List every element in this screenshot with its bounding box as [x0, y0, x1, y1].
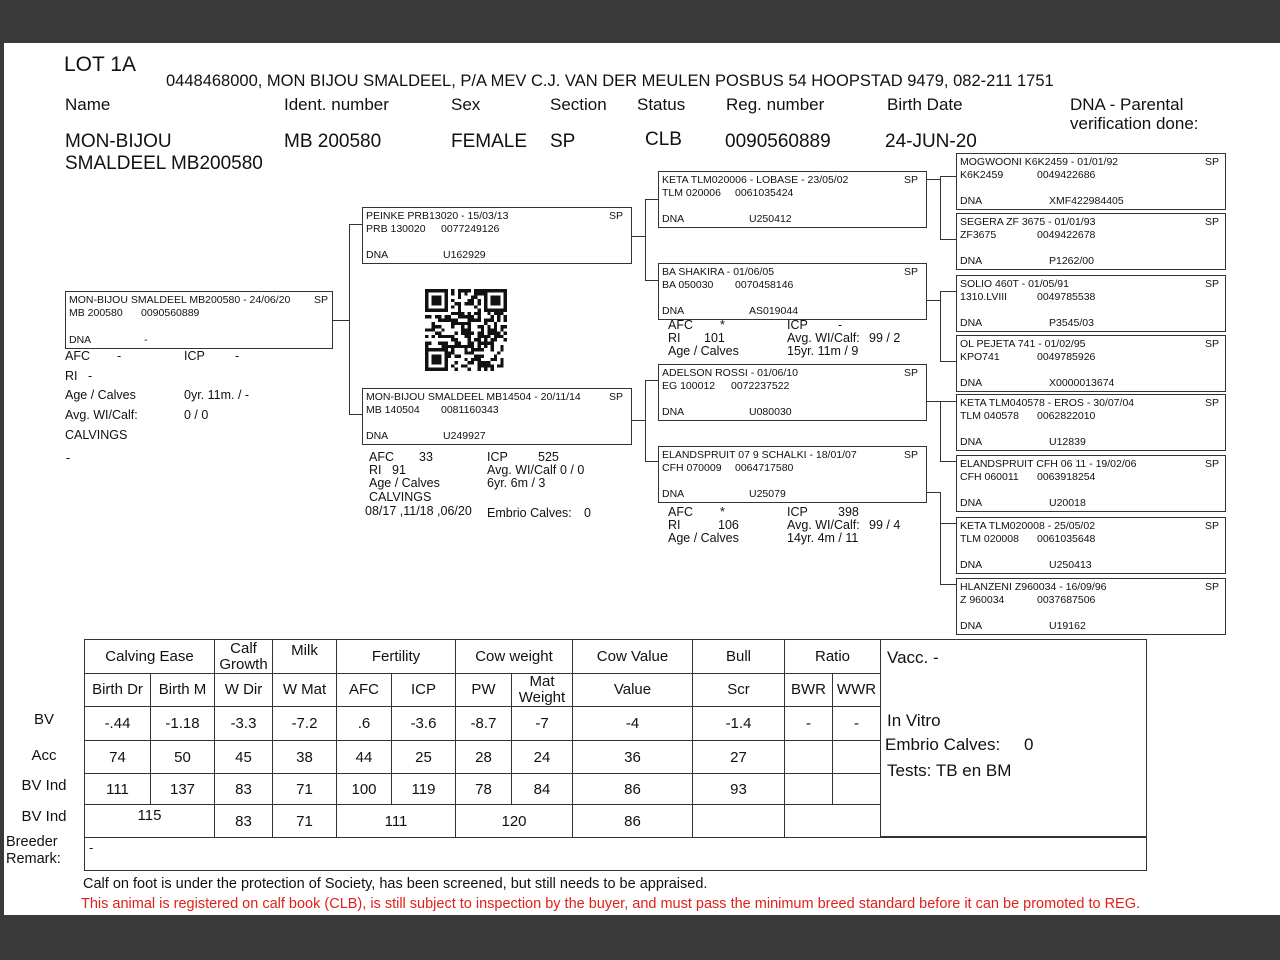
header-section: Section	[550, 95, 607, 114]
table-cell: 36	[573, 741, 693, 774]
table-cell: -1.4	[693, 707, 785, 741]
table-cell: -4	[573, 707, 693, 741]
animal-status: CLB	[645, 129, 682, 150]
table-cell: Birth Dr	[85, 674, 151, 707]
dam-sire-box: ADELSON ROSSI - 01/06/10 SP EG 100012 0072237522 DNA U080030	[658, 364, 927, 421]
header-sex: Sex	[451, 95, 481, 114]
table-cell: ICP	[392, 674, 456, 707]
table-cell: -3.3	[215, 707, 273, 741]
table-cell: 93	[693, 774, 785, 805]
table-cell: WWR	[833, 674, 881, 707]
sire-box: PEINKE PRB13020 - 15/03/13 SP PRB 130020 0077249126 DNA U162929	[362, 207, 632, 264]
table-cell: -	[785, 707, 833, 741]
table-cell: Mat Weight	[512, 674, 573, 707]
great-grandparent-box: HLANZENI Z960034 - 16/09/96 SP Z 960034 0037687506 DNA U19162	[956, 578, 1226, 635]
table-column-row	[85, 674, 881, 707]
table-cell: 44	[337, 741, 392, 774]
table-cell: -7.2	[273, 707, 337, 741]
table-cell	[833, 741, 881, 774]
vaccination-panel: Vacc. - In Vitro Embrio Calves: 0 Tests: TB en BM	[880, 639, 1147, 837]
table-cell: 24	[512, 741, 573, 774]
header-dna: DNA - Parental verification done:	[1070, 95, 1199, 133]
table-cell: 45	[215, 741, 273, 774]
animal-name: MON-BIJOU SMALDEEL MB200580	[65, 131, 263, 174]
animal-reg: 0090560889	[725, 131, 831, 152]
table-cell: 28	[456, 741, 512, 774]
great-grandparent-box: KETA TLM020008 - 25/05/02 SP TLM 020008 0061035648 DNA U250413	[956, 517, 1226, 574]
table-cell: -1.18	[151, 707, 215, 741]
table-cell: 71	[273, 774, 337, 805]
table-cell: 100	[337, 774, 392, 805]
table-row-bv	[85, 707, 881, 741]
table-cell: 86	[573, 774, 693, 805]
lot-number: LOT 1A	[64, 53, 136, 76]
table-cell	[833, 774, 881, 805]
header-ident: Ident. number	[284, 95, 389, 114]
sire-dam-box: BA SHAKIRA - 01/06/05 SP BA 050030 0070458146 DNA AS019044	[658, 263, 927, 320]
certificate-page: LOT 1A 0448468000, MON BIJOU SMALDEEL, P/A MEV C.J. VAN DER MEULEN POSBUS 54 HOOPSTAD 9479, 082-211 1751 Name Ident. number Sex Section Status Reg. number Birth Date DNA - Parental verification done: MON-BIJOU SMALDEEL MB200580 MB 200580 FEMALE SP CLB 0090560889 24-JUN-20 MON-BIJOU SMALDEEL MB200580 - 24/06/20 SP MB 200580 0090560889 DNA - AFC - ICP - RI - Age / Calves 0yr. 11m. / - Avg. WI/Calf: 0 / 0 CALVINGS - PEINKE PRB13020 - 15/03/13 SP PRB 130020 0077249126 DNA U162929 MON-BIJOU SMALDEEL MB14504 - 20/11/14 SP MB 140504 0081160343 DNA U249927 AFC 33 ICP 525 RI 91 Avg. WI/Calf 0 / 0 Age / Calves 6yr. 6m / 3 CALVINGS 08/17 ,11/18 ,06/20 Embrio Calves: 0 KETA TLM020006 - LOBASE - 23/05/02 SP TLM 020006 0061035424 DNA U250412 BA SHAKIRA - 01/06/05 SP BA 050030 0070458146 DNA AS019044 AFC * ICP - RI 101 Avg. WI/Calf: 99 / 2 Age / Calves 15yr. 11m / 9 ADELSON ROSSI - 01/06/10 SP EG 100012 0072237522 DNA U080030 ELANDSPRUIT 07 9 SCHALKI - 18/01/07 SP CFH 070009 0064717580 DNA U25079 AFC * ICP 398 RI 106 Avg. WI/Calf: 99 / 4 Age / Calves 14yr. 4m / 11 MOGWOONI K6K2459 - 01/01/92 SP K6K2459 0049422686 DNA XMF422984405 SEGERA ZF 3675 - 01/01/93 SP ZF3675 0049422678 DNA P1262/00 SOLIO 460T - 01/05/91 SP 1310.LVIII 0049785538 DNA P3545/03 OL PEJETA 741 - 01/02/95 SP KPO741 0049785926 DNA X0000013674 KETA TLM040578 - EROS - 30/07/04 SP TLM 040578 0062822010 DNA U12839 ELANDSPRUIT CFH 06 11 - 19/02/06 SP CFH 060011 0063918254 DNA U20018 KETA TLM020008 - 25/05/02 SP TLM 020008 0061035648 DNA U250413 HLANZENI Z960034 - 16/09/96 SP Z 960034 0037687506 DNA U19162 BV Acc BV Ind BV Ind Calving Ease Calf Growth Milk Fertility Cow weight Cow Value Bull Ratio Birth Dr Birth M W Dir W Mat AFC ICP PW Mat Weight Value Scr BWR WWR -.44 -1.18 -3.3 -7.2 .6 -3.6 -8.7 -7 -4 -1.4 - - 74 50 45 38 44 25 28 24 36 27 111 137 83 71 100 119 78 84 86 93 115 83 71 111 120 86 Vacc. - In Vitro Embrio Calves: 0 Tests: TB en BM Breeder Remark: - Calf on foot is under the protection of Society, has been screened, but still needs to be appraised. This animal is registered on calf book (CLB), is still subject to inspection by the buyer, and must pass the minimum breed standard before it can be promoted to REG.	[4, 43, 1280, 915]
great-grandparent-box: SOLIO 460T - 01/05/91 SP 1310.LVIII 0049785538 DNA P3545/03	[956, 275, 1226, 332]
table-cell: 84	[512, 774, 573, 805]
great-grandparent-box: ELANDSPRUIT CFH 06 11 - 19/02/06 SP CFH 060011 0063918254 DNA U20018	[956, 455, 1226, 512]
footer-note: Calf on foot is under the protection of Society, has been screened, but still needs to be appraised.	[83, 876, 708, 892]
subject-box: MON-BIJOU SMALDEEL MB200580 - 24/06/20 SP MB 200580 0090560889 DNA -	[65, 291, 333, 349]
table-group-row: Calving Ease Calf Growth Milk Fertility Cow weight Cow Value Bull Ratio	[85, 640, 881, 674]
table-cell: 119	[392, 774, 456, 805]
great-grandparent-box: SEGERA ZF 3675 - 01/01/93 SP ZF3675 0049422678 DNA P1262/00	[956, 213, 1226, 270]
table-cell: Scr	[693, 674, 785, 707]
animal-section: SP	[550, 131, 576, 152]
great-grandparent-box: MOGWOONI K6K2459 - 01/01/92 SP K6K2459 0049422686 DNA XMF422984405	[956, 153, 1226, 210]
table-cell: 50	[151, 741, 215, 774]
table-row-acc	[85, 741, 881, 774]
table-cell: 27	[693, 741, 785, 774]
table-cell: 137	[151, 774, 215, 805]
table-cell: W Dir	[215, 674, 273, 707]
table-cell: -3.6	[392, 707, 456, 741]
table-cell: -	[833, 707, 881, 741]
table-cell: 25	[392, 741, 456, 774]
table-cell: BWR	[785, 674, 833, 707]
table-cell: -8.7	[456, 707, 512, 741]
table-cell: Value	[573, 674, 693, 707]
table-cell: Birth M	[151, 674, 215, 707]
table-row-bv-ind	[85, 774, 881, 805]
table-cell: PW	[456, 674, 512, 707]
header-name: Name	[65, 95, 111, 114]
remark-label: Breeder Remark:	[6, 834, 61, 867]
qr-code-icon	[422, 289, 510, 371]
table-row-bv-ind-group: 115 83 71 111 120 86	[85, 805, 881, 838]
animal-sex: FEMALE	[451, 131, 528, 152]
breeding-values-table	[84, 639, 881, 838]
sire-sire-box: KETA TLM020006 - LOBASE - 23/05/02 SP TLM 020006 0061035424 DNA U250412	[658, 171, 927, 228]
table-cell: -7	[512, 707, 573, 741]
header-reg: Reg. number	[726, 95, 825, 114]
table-cell	[785, 774, 833, 805]
table-cell: 83	[215, 774, 273, 805]
animal-ident: MB 200580	[284, 131, 382, 152]
table-cell: 78	[456, 774, 512, 805]
table-cell: W Mat	[273, 674, 337, 707]
dam-box: MON-BIJOU SMALDEEL MB14504 - 20/11/14 SP MB 140504 0081160343 DNA U249927	[362, 388, 632, 445]
header-status: Status	[637, 95, 686, 114]
table-cell: 38	[273, 741, 337, 774]
great-grandparent-box: KETA TLM040578 - EROS - 30/07/04 SP TLM 040578 0062822010 DNA U12839	[956, 394, 1226, 451]
remark-box: -	[84, 837, 1147, 871]
owner-line: 0448468000, MON BIJOU SMALDEEL, P/A MEV C.J. VAN DER MEULEN POSBUS 54 HOOPSTAD 9479, 082-211 1751	[166, 72, 1054, 90]
great-grandparent-box: OL PEJETA 741 - 01/02/95 SP KPO741 0049785926 DNA X0000013674	[956, 335, 1226, 392]
table-cell: AFC	[337, 674, 392, 707]
dam-dam-box: ELANDSPRUIT 07 9 SCHALKI - 18/01/07 SP CFH 070009 0064717580 DNA U25079	[658, 446, 927, 503]
footer-warning: This animal is registered on calf book (CLB), is still subject to inspection by the buyer, and must pass the minimum breed standard before it can be promoted to REG.	[81, 896, 1141, 912]
animal-birth: 24-JUN-20	[885, 131, 977, 152]
header-birth: Birth Date	[887, 95, 963, 114]
table-cell: 74	[85, 741, 151, 774]
table-cell: .6	[337, 707, 392, 741]
table-cell	[785, 741, 833, 774]
table-cell: 111	[85, 774, 151, 805]
table-cell: -.44	[85, 707, 151, 741]
